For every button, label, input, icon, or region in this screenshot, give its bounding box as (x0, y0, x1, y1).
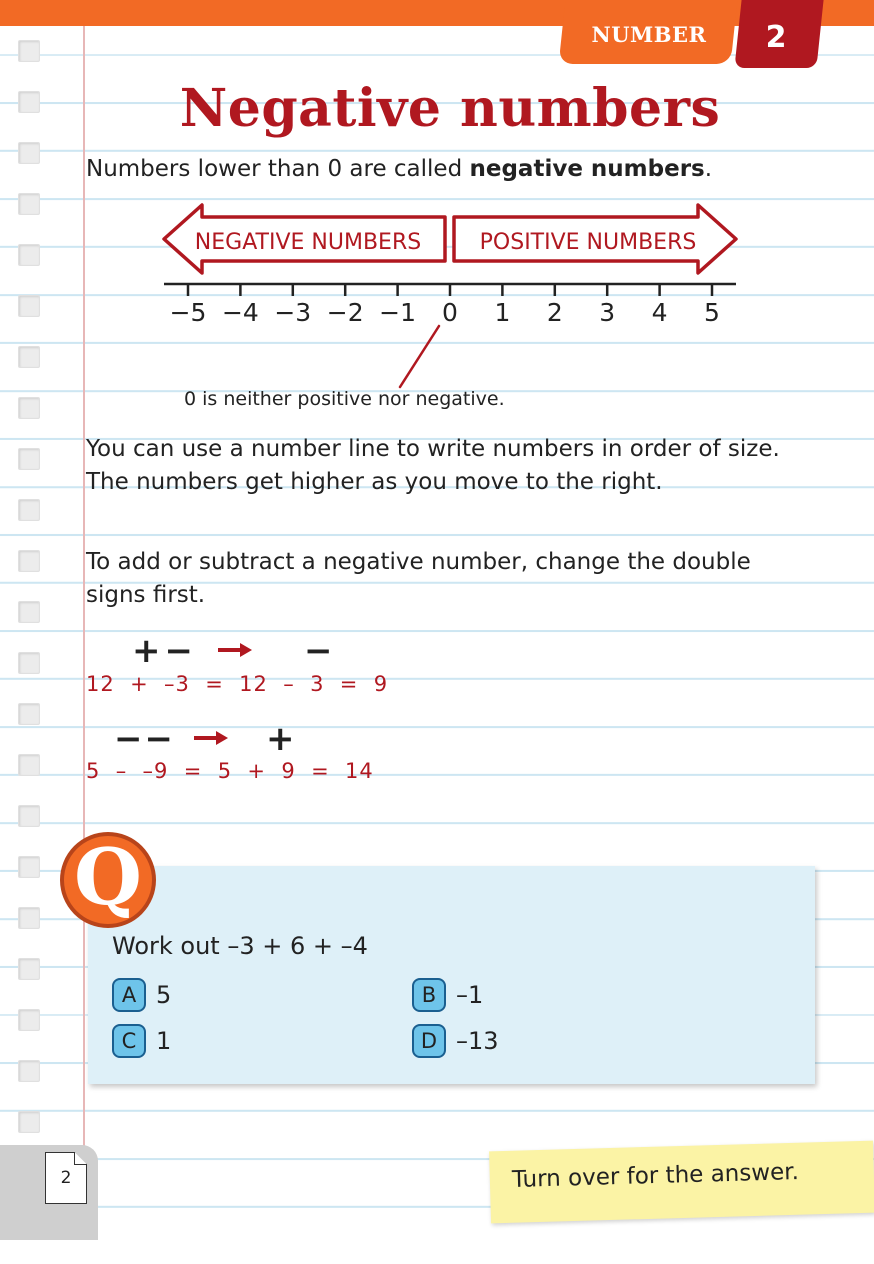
paragraph-double-signs: To add or subtract a negative number, change the double signs first. (86, 549, 751, 608)
negative-label: NEGATIVE NUMBERS (194, 230, 422, 255)
option-c[interactable] (112, 1024, 171, 1058)
binder-hole (18, 244, 40, 266)
binder-hole (18, 1060, 40, 1082)
binder-hole (18, 805, 40, 827)
page-number: 2 (60, 1168, 72, 1188)
tick-label: 2 (546, 298, 563, 327)
binder-hole (18, 754, 40, 776)
tick-label: 0 (442, 298, 458, 327)
tick-label: −5 (169, 298, 207, 327)
turn-over-note: Turn over for the answer. (511, 1158, 800, 1194)
binder-hole (18, 1009, 40, 1031)
option-c-value: 1 (156, 1027, 172, 1055)
binder-hole (18, 142, 40, 164)
binder-hole (18, 703, 40, 725)
number-line (150, 195, 750, 335)
binder-hole (18, 91, 40, 113)
binder-hole (18, 448, 40, 470)
option-a-value: 5 (156, 981, 172, 1009)
caption-pointer (395, 322, 445, 392)
option-b[interactable] (412, 978, 483, 1012)
margin-line (83, 26, 85, 1240)
zero-caption: 0 is neither positive nor negative. (184, 388, 505, 410)
arrow-right-icon (192, 728, 230, 748)
option-b-letter: B (412, 978, 446, 1012)
binder-hole (18, 958, 40, 980)
tick-label: −3 (274, 298, 312, 327)
example-2-double-signs: −− (114, 719, 175, 759)
positive-label: POSITIVE NUMBERS (479, 230, 697, 255)
tick-label: 3 (599, 298, 616, 327)
option-d-value: –13 (456, 1027, 499, 1055)
example-2-single-sign: + (266, 719, 295, 759)
example-1-equation: 12 + –3 = 12 – 3 = 9 (86, 672, 389, 696)
binder-hole (18, 499, 40, 521)
option-b-value: –1 (456, 981, 484, 1009)
binder-hole (18, 856, 40, 878)
option-a[interactable] (112, 978, 171, 1012)
topic-label: NUMBER (591, 22, 707, 47)
option-d-letter: D (412, 1024, 446, 1058)
tick-label: −4 (221, 298, 259, 327)
binder-holes (18, 40, 44, 1264)
binder-hole (18, 295, 40, 317)
intro-text (86, 153, 846, 186)
page-icon-fold (74, 1152, 87, 1165)
example-1-double-signs: +− (132, 631, 197, 671)
intro-before: Numbers lower than 0 are called (86, 156, 470, 182)
binder-hole (18, 397, 40, 419)
binder-hole (18, 601, 40, 623)
intro-bold: negative numbers (469, 156, 705, 182)
tick-label: −1 (379, 298, 417, 327)
quiz-badge-letter: Q (74, 832, 142, 923)
binder-hole (18, 40, 40, 62)
binder-hole (18, 550, 40, 572)
example-1-single-sign: − (304, 631, 333, 671)
binder-hole (18, 346, 40, 368)
binder-hole (18, 907, 40, 929)
tick-label: −2 (326, 298, 364, 327)
option-c-letter: C (112, 1024, 146, 1058)
page-title: Negative numbers (179, 78, 721, 139)
binder-hole (18, 193, 40, 215)
tick-label: 1 (494, 298, 511, 327)
tick-group (170, 284, 720, 327)
tick-label: 5 (704, 298, 720, 327)
example-2-equation: 5 – –9 = 5 + 9 = 14 (86, 759, 374, 783)
option-a-letter: A (112, 978, 146, 1012)
tick-label: 4 (651, 298, 668, 327)
option-d[interactable] (412, 1024, 499, 1058)
paragraph-order: You can use a number line to write numbers in order of size. The numbers get higher as you move to the right. (86, 436, 780, 495)
intro-after: . (704, 156, 713, 182)
binder-hole (18, 1111, 40, 1133)
quiz-question: Work out –3 + 6 + –4 (112, 932, 368, 960)
binder-hole (18, 652, 40, 674)
arrow-right-icon (216, 640, 254, 660)
chapter-number: 2 (765, 20, 787, 55)
